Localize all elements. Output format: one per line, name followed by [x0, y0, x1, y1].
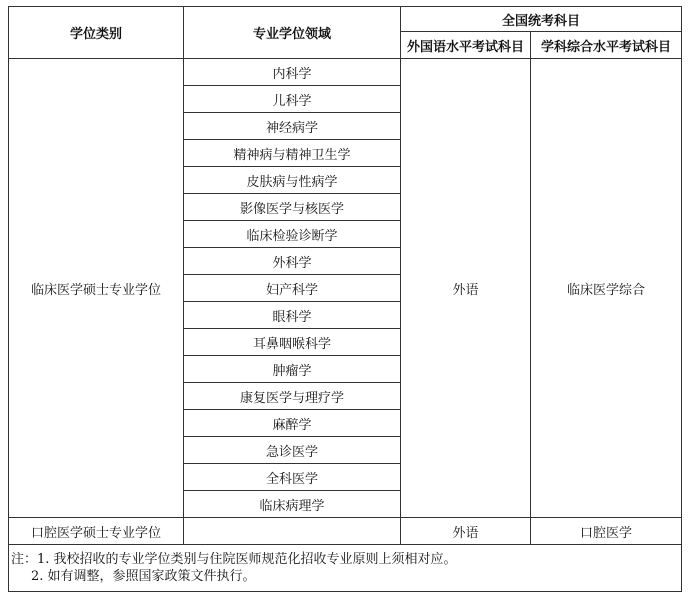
field-cell: 全科医学 — [184, 464, 401, 491]
field-cell: 精神病与精神卫生学 — [184, 140, 401, 167]
field-cell: 皮肤病与性病学 — [184, 167, 401, 194]
header-exam-group: 全国统考科目 — [401, 7, 682, 32]
field-cell: 耳鼻咽喉科学 — [184, 329, 401, 356]
comprehensive-cell: 临床医学综合 — [531, 59, 682, 518]
field-cell: 急诊医学 — [184, 437, 401, 464]
table-row — [9, 59, 682, 86]
table-body — [9, 59, 682, 545]
exam-subjects-table — [8, 6, 682, 592]
degree-type-cell: 临床医学硕士专业学位 — [9, 59, 184, 518]
note-line-2: 2. 如有调整，参照国家政策文件执行。 — [31, 569, 256, 584]
field-cell: 麻醉学 — [184, 410, 401, 437]
header-foreign-lang: 外国语水平考试科目 — [401, 32, 531, 59]
foreign-lang-cell: 外语 — [401, 518, 531, 545]
field-cell: 肿瘤学 — [184, 356, 401, 383]
field-cell: 妇产科学 — [184, 275, 401, 302]
field-cell: 内科学 — [184, 59, 401, 86]
header-comprehensive: 学科综合水平考试科目 — [531, 32, 682, 59]
header-field: 专业学位领域 — [184, 7, 401, 59]
field-cell: 临床病理学 — [184, 491, 401, 518]
field-cell: 外科学 — [184, 248, 401, 275]
field-cell: 康复医学与理疗学 — [184, 383, 401, 410]
table-row — [9, 518, 682, 545]
field-cell: 影像医学与核医学 — [184, 194, 401, 221]
comprehensive-cell: 口腔医学 — [531, 518, 682, 545]
foreign-lang-cell: 外语 — [401, 59, 531, 518]
note-line-1: 注：1. 我校招收的专业学位类别与住院医师规范化招收专业原则上须相对应。 — [11, 552, 457, 567]
notes-cell — [9, 545, 682, 592]
field-cell: 临床检验诊断学 — [184, 221, 401, 248]
field-cell: 儿科学 — [184, 86, 401, 113]
degree-type-cell: 口腔医学硕士专业学位 — [9, 518, 184, 545]
header-degree-type: 学位类别 — [9, 7, 184, 59]
field-cell: 神经病学 — [184, 113, 401, 140]
field-cell: 眼科学 — [184, 302, 401, 329]
field-cell — [184, 518, 401, 545]
